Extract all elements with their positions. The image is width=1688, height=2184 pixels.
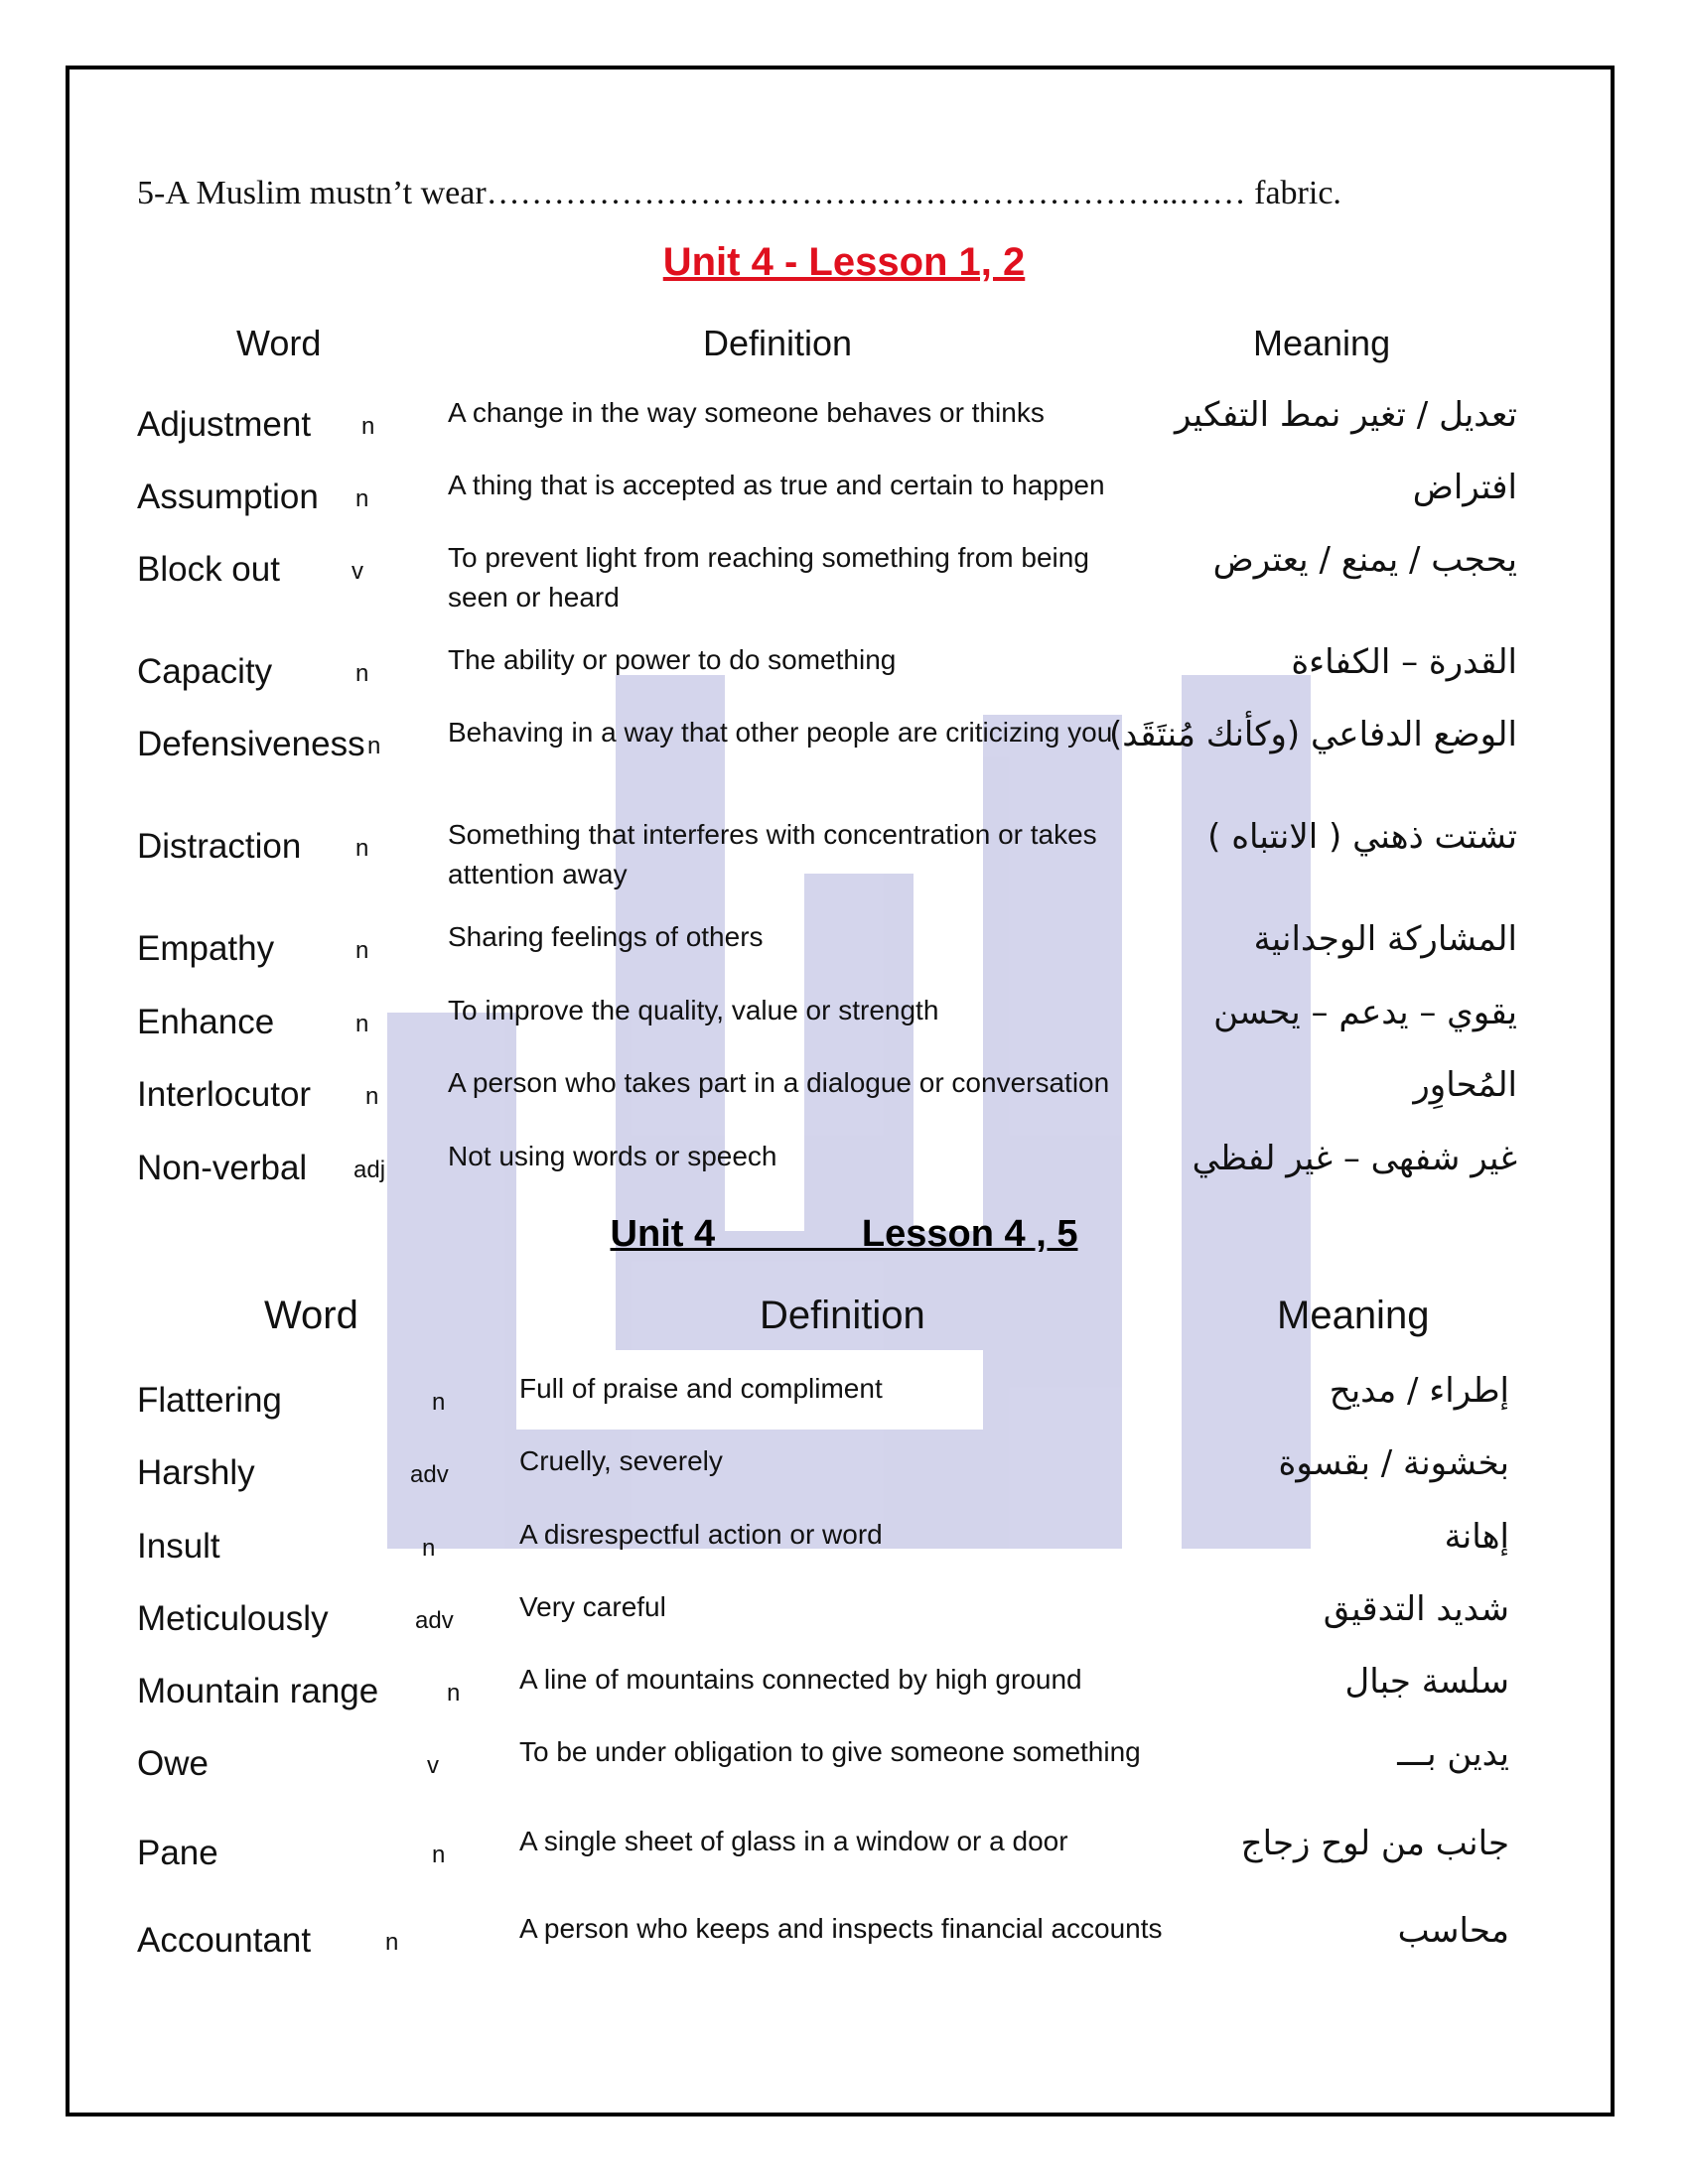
part-of-speech: n — [432, 1842, 446, 1868]
part-of-speech: n — [355, 1011, 369, 1037]
meaning-arabic: إطراء / مديح — [1329, 1371, 1509, 1411]
definition: To prevent light from reaching something from being seen or heard — [448, 542, 1089, 613]
meaning-arabic: القدرة – الكفاءة — [1291, 642, 1517, 682]
definition: Behaving in a way that other people are criticizing you — [448, 717, 1113, 748]
meaning-arabic: المُحاوِر — [1413, 1065, 1517, 1105]
part-of-speech: adj — [353, 1157, 386, 1183]
definition: To be under obligation to give someone something — [519, 1736, 1141, 1767]
definition: Sharing feelings of others — [448, 921, 764, 952]
meaning-arabic: بخشونة / بقسوة — [1278, 1443, 1509, 1483]
definition: A disrespectful action or word — [519, 1519, 883, 1550]
part-of-speech: n — [422, 1535, 436, 1562]
meaning-arabic: افتراض — [1412, 468, 1517, 507]
word: Harshly — [137, 1453, 255, 1492]
section2-title: Unit 4 Lesson 4 , 5 — [610, 1213, 1078, 1255]
section2-header-word: Word — [264, 1294, 358, 1337]
part-of-speech: n — [355, 835, 369, 862]
section1-header-meaning: Meaning — [1253, 323, 1391, 363]
definition: A line of mountains connected by high ground — [519, 1664, 1082, 1695]
definition: Cruelly, severely — [519, 1445, 723, 1476]
word: Assumption — [137, 478, 319, 516]
part-of-speech: n — [355, 937, 369, 964]
part-of-speech: n — [432, 1389, 446, 1416]
word: Defensiveness — [137, 725, 365, 763]
part-of-speech: v — [427, 1752, 439, 1779]
section1-header-word: Word — [236, 323, 322, 363]
word: Empathy — [137, 929, 275, 968]
part-of-speech: n — [385, 1929, 399, 1956]
part-of-speech: n — [355, 485, 369, 512]
definition: A change in the way someone behaves or thinks — [448, 397, 1045, 428]
meaning-arabic: جانب من لوح زجاج — [1240, 1824, 1509, 1863]
meaning-arabic: شديد التدقيق — [1323, 1589, 1509, 1629]
definition: Full of praise and compliment — [519, 1373, 883, 1404]
definition: Very careful — [519, 1591, 666, 1622]
meaning-arabic: سلسة جبال — [1344, 1662, 1509, 1702]
section1-title: Unit 4 - Lesson 1, 2 — [662, 240, 1026, 284]
definition: A person who keeps and inspects financial accounts — [519, 1913, 1163, 1944]
meaning-arabic: محاسب — [1397, 1911, 1509, 1951]
part-of-speech: n — [355, 660, 369, 687]
section2-header-definition: Definition — [760, 1294, 925, 1337]
word: Block out — [137, 550, 280, 589]
meaning-arabic: يحجب / يمنع / يعترض — [1212, 540, 1517, 580]
meaning-arabic: المشاركة الوجدانية — [1253, 919, 1517, 959]
definition: The ability or power to do something — [448, 644, 897, 675]
meaning-arabic: يقوي – يدعم – يحسن — [1213, 993, 1517, 1032]
meaning-arabic: تشتت ذهني ( الانتباه ) — [1207, 817, 1517, 857]
word: Distraction — [137, 827, 302, 866]
word: Interlocutor — [137, 1075, 312, 1114]
section1-header-definition: Definition — [703, 323, 853, 363]
word: Insult — [137, 1527, 220, 1566]
meaning-arabic: تعديل / تغير نمط التفكير — [1175, 395, 1517, 435]
part-of-speech: n — [365, 1083, 379, 1110]
word: Owe — [137, 1744, 209, 1783]
part-of-speech: n — [447, 1680, 461, 1706]
meaning-arabic: غير شفهى – غير لفظي — [1192, 1139, 1517, 1178]
question-5: 5-A Muslim mustn’t wear……………………………………………………..…… fabric. — [137, 175, 1341, 211]
word: Accountant — [137, 1921, 312, 1960]
section2-header-meaning: Meaning — [1277, 1294, 1430, 1337]
meaning-arabic: الوضع الدفاعي (وكأنك مُنتَقَد) — [1108, 715, 1517, 754]
word: Mountain range — [137, 1672, 379, 1710]
definition: Something that interferes with concentration or takes attention away — [448, 819, 1097, 889]
word: Enhance — [137, 1003, 275, 1041]
word: Pane — [137, 1834, 218, 1872]
part-of-speech: n — [367, 733, 381, 759]
definition: To improve the quality, value or strength — [448, 995, 939, 1025]
part-of-speech: adv — [415, 1607, 454, 1634]
part-of-speech: adv — [410, 1461, 449, 1488]
word: Non-verbal — [137, 1149, 308, 1187]
word: Meticulously — [137, 1599, 329, 1638]
definition: A person who takes part in a dialogue or conversation — [448, 1067, 1110, 1098]
word: Adjustment — [137, 405, 312, 444]
definition: A single sheet of glass in a window or a door — [519, 1826, 1068, 1856]
definition: A thing that is accepted as true and certain to happen — [448, 470, 1105, 500]
meaning-arabic: يدين بـــ — [1397, 1734, 1509, 1774]
word: Flattering — [137, 1381, 282, 1420]
word: Capacity — [137, 652, 273, 691]
definition: Not using words or speech — [448, 1141, 777, 1171]
part-of-speech: v — [352, 558, 363, 585]
part-of-speech: n — [361, 413, 375, 440]
meaning-arabic: إهانة — [1444, 1517, 1509, 1557]
